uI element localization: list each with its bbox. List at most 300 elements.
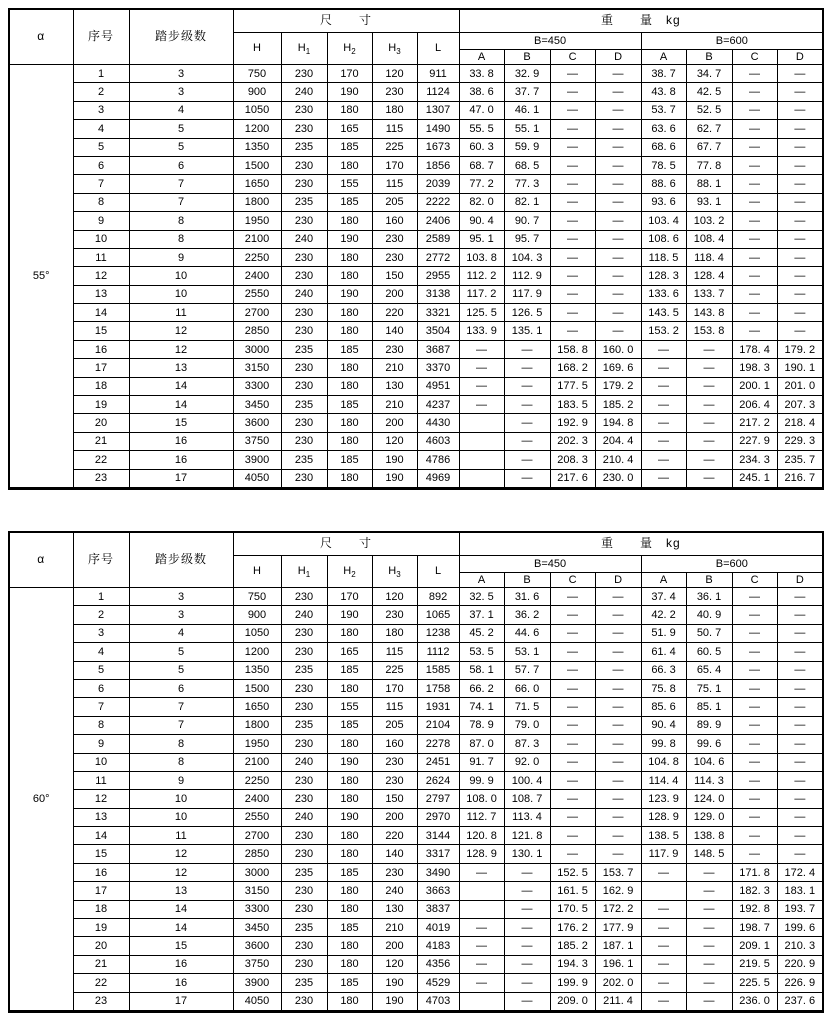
cell: — <box>732 643 777 661</box>
table-row <box>9 900 823 918</box>
col-header-b450-d: D <box>595 50 641 65</box>
cell: — <box>777 267 823 285</box>
table-row <box>9 101 823 119</box>
cell: — <box>504 974 550 992</box>
cell: 185 <box>327 974 372 992</box>
cell: 230 <box>281 359 327 377</box>
table-row <box>9 469 823 488</box>
alpha-value: 55° <box>9 65 73 489</box>
cell: — <box>732 156 777 174</box>
table-row <box>9 771 823 789</box>
cell: 200 <box>372 414 417 432</box>
cell: 93. 6 <box>641 193 686 211</box>
cell: 180 <box>327 248 372 266</box>
cell: 230 <box>281 175 327 193</box>
cell: 68. 6 <box>641 138 686 156</box>
cell: 120. 8 <box>459 827 504 845</box>
cell: — <box>732 285 777 303</box>
cell: 180 <box>327 359 372 377</box>
cell: 14 <box>129 396 233 414</box>
cell: 42. 2 <box>641 606 686 624</box>
cell: — <box>777 771 823 789</box>
cell: — <box>550 698 595 716</box>
cell: 108. 0 <box>459 790 504 808</box>
cell: 235 <box>281 974 327 992</box>
cell: 182. 3 <box>732 882 777 900</box>
cell: 20 <box>73 414 129 432</box>
cell: — <box>595 735 641 753</box>
cell: 2700 <box>233 827 281 845</box>
cell: 180 <box>327 414 372 432</box>
cell: — <box>504 992 550 1011</box>
cell: — <box>686 900 732 918</box>
cell: 2550 <box>233 808 281 826</box>
cell: 11 <box>129 827 233 845</box>
cell: 112. 9 <box>504 267 550 285</box>
cell: — <box>595 661 641 679</box>
cell: 240 <box>281 753 327 771</box>
cell: — <box>504 377 550 395</box>
cell: — <box>550 606 595 624</box>
cell: 3900 <box>233 974 281 992</box>
cell: 185 <box>327 193 372 211</box>
cell: — <box>686 919 732 937</box>
cell: 66. 3 <box>641 661 686 679</box>
cell: 77. 3 <box>504 175 550 193</box>
cell: 3317 <box>417 845 459 863</box>
cell: 123. 9 <box>641 790 686 808</box>
cell: — <box>550 845 595 863</box>
col-group-b450: B=450 <box>459 556 641 573</box>
cell: 140 <box>372 322 417 340</box>
cell: 14 <box>73 827 129 845</box>
cell: 230 <box>281 322 327 340</box>
cell: — <box>595 698 641 716</box>
cell: 46. 1 <box>504 101 550 119</box>
cell: 150 <box>372 267 417 285</box>
cell: — <box>504 919 550 937</box>
cell: 177. 5 <box>550 377 595 395</box>
cell: 60. 3 <box>459 138 504 156</box>
cell: — <box>732 212 777 230</box>
cell: 230 <box>281 827 327 845</box>
cell: — <box>459 974 504 992</box>
cell: 4356 <box>417 955 459 973</box>
cell: 230 <box>372 606 417 624</box>
cell: — <box>732 193 777 211</box>
cell: 235 <box>281 193 327 211</box>
cell: — <box>595 101 641 119</box>
cell: 115 <box>372 698 417 716</box>
cell: — <box>550 304 595 322</box>
cell: — <box>641 359 686 377</box>
cell: 90. 7 <box>504 212 550 230</box>
cell: 45. 2 <box>459 624 504 642</box>
cell: — <box>504 882 550 900</box>
cell: — <box>641 900 686 918</box>
cell: 177. 9 <box>595 919 641 937</box>
cell: 118. 5 <box>641 248 686 266</box>
cell: — <box>777 101 823 119</box>
cell: 155 <box>327 698 372 716</box>
col-group-dimensions: 尺 寸 <box>233 532 459 556</box>
cell: 180 <box>327 827 372 845</box>
cell: — <box>595 716 641 734</box>
cell: 180 <box>372 101 417 119</box>
col-header-h3: $H_3$ <box>372 33 417 65</box>
cell: 7 <box>73 698 129 716</box>
cell <box>459 900 504 918</box>
cell: 205 <box>372 716 417 734</box>
cell: — <box>459 863 504 881</box>
cell: 1950 <box>233 735 281 753</box>
cell: 3450 <box>233 919 281 937</box>
col-header-steps: 踏步级数 <box>129 9 233 65</box>
cell: 52. 5 <box>686 101 732 119</box>
cell: — <box>595 606 641 624</box>
cell: 4 <box>73 120 129 138</box>
cell: — <box>550 248 595 266</box>
cell: 2955 <box>417 267 459 285</box>
cell: 230 <box>281 414 327 432</box>
cell: 4430 <box>417 414 459 432</box>
cell: 37. 7 <box>504 83 550 101</box>
cell: 217. 6 <box>550 469 595 488</box>
cell: 68. 7 <box>459 156 504 174</box>
cell: 185 <box>327 396 372 414</box>
cell: 16 <box>73 340 129 358</box>
cell: 53. 7 <box>641 101 686 119</box>
cell: — <box>459 919 504 937</box>
cell: 240 <box>281 808 327 826</box>
col-header-alpha: α <box>9 9 73 65</box>
col-header-h2: $H_2$ <box>327 556 372 588</box>
cell: 1758 <box>417 679 459 697</box>
cell: 66. 2 <box>459 679 504 697</box>
cell: 12 <box>129 845 233 863</box>
cell: 59. 9 <box>504 138 550 156</box>
cell: — <box>550 643 595 661</box>
table-row <box>9 120 823 138</box>
cell: 143. 5 <box>641 304 686 322</box>
cell: — <box>550 175 595 193</box>
cell: — <box>641 396 686 414</box>
cell: 210 <box>372 359 417 377</box>
cell: 99. 8 <box>641 735 686 753</box>
cell: 11 <box>129 304 233 322</box>
cell: 216. 7 <box>777 469 823 488</box>
cell: 190 <box>327 808 372 826</box>
cell: 1950 <box>233 212 281 230</box>
cell: 245. 1 <box>732 469 777 488</box>
cell: 240 <box>372 882 417 900</box>
cell: 180 <box>327 624 372 642</box>
cell: 230 <box>281 882 327 900</box>
cell: 208. 3 <box>550 451 595 469</box>
cell: — <box>641 919 686 937</box>
cell: 40. 9 <box>686 606 732 624</box>
cell: 117. 9 <box>504 285 550 303</box>
cell: 235 <box>281 716 327 734</box>
table-row <box>9 919 823 937</box>
cell: 2797 <box>417 790 459 808</box>
cell: 10 <box>129 285 233 303</box>
cell: 3900 <box>233 451 281 469</box>
cell: 33. 8 <box>459 65 504 83</box>
cell: 230 <box>281 469 327 488</box>
spec-table-55-container <box>8 8 824 490</box>
cell: 1500 <box>233 679 281 697</box>
cell: 13 <box>73 285 129 303</box>
cell: 193. 7 <box>777 900 823 918</box>
cell: 14 <box>129 919 233 937</box>
col-group-b600: B=600 <box>641 33 823 50</box>
col-header-b450-a: A <box>459 573 504 588</box>
cell: 1 <box>73 65 129 83</box>
table-row <box>9 138 823 156</box>
table-row <box>9 267 823 285</box>
cell: 128. 9 <box>641 808 686 826</box>
cell <box>459 451 504 469</box>
cell: 37. 4 <box>641 588 686 606</box>
cell: — <box>777 643 823 661</box>
table-row <box>9 175 823 193</box>
cell: 892 <box>417 588 459 606</box>
cell: 235 <box>281 340 327 358</box>
cell: 2550 <box>233 285 281 303</box>
cell: 2451 <box>417 753 459 771</box>
cell: 67. 7 <box>686 138 732 156</box>
cell: 87. 3 <box>504 735 550 753</box>
cell: — <box>595 83 641 101</box>
cell: — <box>550 790 595 808</box>
cell: 4 <box>129 624 233 642</box>
table-row <box>9 753 823 771</box>
col-header-serial: 序号 <box>73 9 129 65</box>
cell: 172. 4 <box>777 863 823 881</box>
cell: 34. 7 <box>686 65 732 83</box>
col-header-b600-a: A <box>641 50 686 65</box>
cell: — <box>686 974 732 992</box>
cell: 162. 9 <box>595 882 641 900</box>
cell: 21 <box>73 955 129 973</box>
cell: — <box>595 624 641 642</box>
cell: 16 <box>129 974 233 992</box>
cell: 240 <box>281 606 327 624</box>
cell: 160 <box>372 735 417 753</box>
cell: 227. 9 <box>732 432 777 450</box>
cell: 1585 <box>417 661 459 679</box>
cell: 204. 4 <box>595 432 641 450</box>
cell: 190 <box>327 285 372 303</box>
cell: — <box>732 771 777 789</box>
cell: — <box>686 937 732 955</box>
cell: 240 <box>281 285 327 303</box>
cell: — <box>595 304 641 322</box>
cell: 38. 6 <box>459 83 504 101</box>
cell: 16 <box>129 432 233 450</box>
cell: 108. 6 <box>641 230 686 248</box>
table-row <box>9 716 823 734</box>
cell: — <box>550 808 595 826</box>
cell: — <box>459 340 504 358</box>
cell: 128. 3 <box>641 267 686 285</box>
cell: — <box>777 230 823 248</box>
cell: — <box>595 120 641 138</box>
col-group-b450: B=450 <box>459 33 641 50</box>
cell: 99. 9 <box>459 771 504 789</box>
table-row <box>9 992 823 1011</box>
cell: 5 <box>129 643 233 661</box>
cell: 74. 1 <box>459 698 504 716</box>
cell: 2250 <box>233 248 281 266</box>
cell: 180 <box>327 771 372 789</box>
cell: 130 <box>372 377 417 395</box>
cell: 6 <box>129 156 233 174</box>
cell: 3321 <box>417 304 459 322</box>
cell: — <box>550 322 595 340</box>
table-body <box>9 65 823 489</box>
cell: 58. 1 <box>459 661 504 679</box>
cell: 3 <box>129 65 233 83</box>
cell: 185. 2 <box>595 396 641 414</box>
cell: 2850 <box>233 845 281 863</box>
cell: 62. 7 <box>686 120 732 138</box>
cell: — <box>595 808 641 826</box>
cell: 79. 0 <box>504 716 550 734</box>
cell: 104. 8 <box>641 753 686 771</box>
table-row <box>9 451 823 469</box>
cell: 230 <box>281 212 327 230</box>
cell: 7 <box>129 716 233 734</box>
cell: 235 <box>281 396 327 414</box>
cell: 36. 1 <box>686 588 732 606</box>
table-row <box>9 808 823 826</box>
cell: 20 <box>73 937 129 955</box>
cell: 230 <box>281 304 327 322</box>
cell: 18 <box>73 900 129 918</box>
table-row <box>9 322 823 340</box>
cell: 77. 8 <box>686 156 732 174</box>
table-row <box>9 230 823 248</box>
cell: — <box>641 992 686 1011</box>
cell: 226. 9 <box>777 974 823 992</box>
cell: 152. 5 <box>550 863 595 881</box>
spec-table-55 <box>8 8 824 490</box>
cell: 170 <box>327 588 372 606</box>
cell: 153. 8 <box>686 322 732 340</box>
cell: 9 <box>73 212 129 230</box>
cell: — <box>595 771 641 789</box>
cell: 75. 8 <box>641 679 686 697</box>
cell: 230 <box>372 863 417 881</box>
cell: — <box>595 212 641 230</box>
cell: — <box>732 827 777 845</box>
cell: 209. 1 <box>732 937 777 955</box>
cell: 90. 4 <box>641 716 686 734</box>
table-header <box>9 532 823 588</box>
cell: 180 <box>327 101 372 119</box>
cell: 15 <box>73 845 129 863</box>
cell: 10 <box>129 267 233 285</box>
cell: 180 <box>327 882 372 900</box>
cell: 6 <box>73 156 129 174</box>
col-group-b600: B=600 <box>641 556 823 573</box>
cell: 900 <box>233 606 281 624</box>
cell: 192. 8 <box>732 900 777 918</box>
cell: — <box>732 845 777 863</box>
cell: — <box>732 588 777 606</box>
cell: — <box>777 698 823 716</box>
cell: 2400 <box>233 267 281 285</box>
cell: — <box>777 248 823 266</box>
cell: 190. 1 <box>777 359 823 377</box>
cell: 7 <box>73 175 129 193</box>
cell: 230 <box>281 624 327 642</box>
cell: 19 <box>73 396 129 414</box>
cell <box>459 469 504 488</box>
cell: 38. 7 <box>641 65 686 83</box>
cell: — <box>732 606 777 624</box>
cell: — <box>686 414 732 432</box>
cell: 104. 3 <box>504 248 550 266</box>
cell: 55. 5 <box>459 120 504 138</box>
cell: — <box>595 248 641 266</box>
cell: 3 <box>129 588 233 606</box>
cell: — <box>504 359 550 377</box>
cell: 5 <box>73 661 129 679</box>
cell: 2250 <box>233 771 281 789</box>
cell: 185 <box>327 451 372 469</box>
table-row <box>9 432 823 450</box>
cell: 138. 8 <box>686 827 732 845</box>
col-header-b450-c: C <box>550 50 595 65</box>
cell: 78. 5 <box>641 156 686 174</box>
cell: — <box>595 790 641 808</box>
cell: 7 <box>129 193 233 211</box>
cell: — <box>777 120 823 138</box>
cell: 230 <box>281 992 327 1011</box>
alpha-value: 60° <box>9 588 73 1012</box>
cell: 99. 6 <box>686 735 732 753</box>
cell: 180 <box>327 469 372 488</box>
cell: — <box>686 469 732 488</box>
cell: — <box>504 469 550 488</box>
cell: 230 <box>281 937 327 955</box>
cell: 160. 0 <box>595 340 641 358</box>
cell: — <box>504 955 550 973</box>
cell: — <box>732 120 777 138</box>
col-header-b600-d: D <box>777 573 823 588</box>
col-header-b600-b: B <box>686 50 732 65</box>
cell: 230 <box>372 230 417 248</box>
cell: 32. 5 <box>459 588 504 606</box>
cell: 194. 3 <box>550 955 595 973</box>
cell: — <box>641 469 686 488</box>
cell: 230 <box>281 643 327 661</box>
cell: 178. 4 <box>732 340 777 358</box>
cell: — <box>641 377 686 395</box>
cell: 160 <box>372 212 417 230</box>
cell: 5 <box>129 661 233 679</box>
cell: 3 <box>129 606 233 624</box>
cell: 1650 <box>233 175 281 193</box>
cell: 220 <box>372 304 417 322</box>
cell: 16 <box>129 451 233 469</box>
cell: 230 <box>281 588 327 606</box>
cell: 185 <box>327 661 372 679</box>
cell: 230 <box>281 432 327 450</box>
